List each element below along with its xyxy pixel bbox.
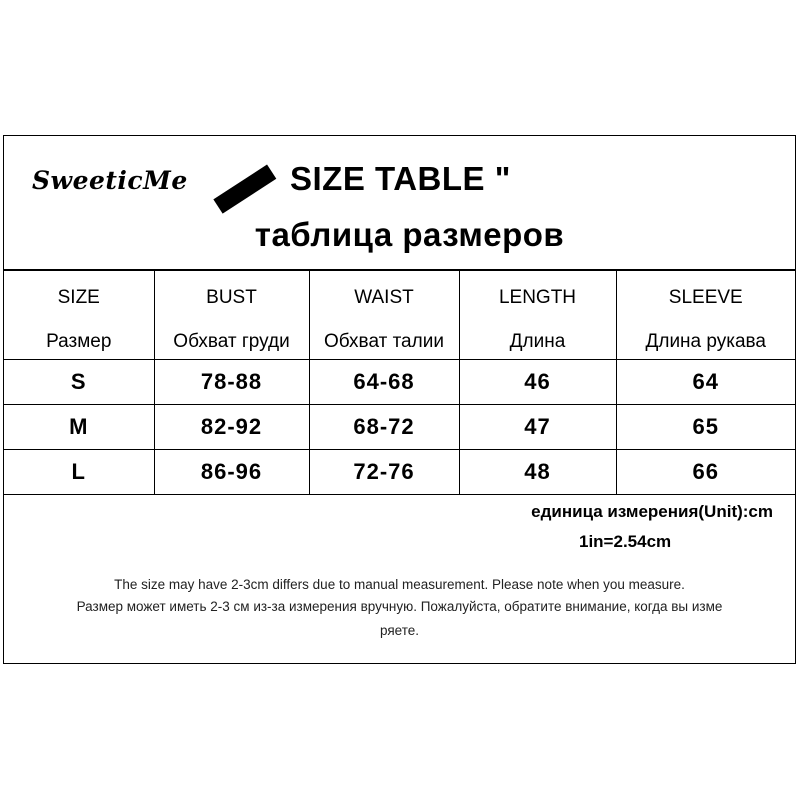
- column-header-ru: Обхват талии: [324, 331, 444, 352]
- table-cell-size: L: [4, 450, 154, 495]
- size-chart-frame: [3, 135, 796, 664]
- size-table: [4, 271, 795, 495]
- column-header-en: SIZE: [57, 287, 100, 308]
- table-cell-bust: 82-92: [154, 405, 309, 450]
- column-header-en: SLEEVE: [668, 287, 743, 308]
- table-cell-waist: 68-72: [309, 405, 459, 450]
- table-header-row: [4, 271, 795, 360]
- inch-conversion: 1in=2.54cm: [579, 532, 672, 551]
- brand-logo: SweeticMe: [32, 166, 188, 195]
- column-header-length: [459, 271, 616, 360]
- measurement-note-russian: Размер может иметь 2-3 см из-за измерения вручную. Пожалуйста, обратите внимание, когда вы изме: [76, 599, 723, 614]
- column-header-ru: Длина рукава: [645, 331, 766, 352]
- column-header-en: WAIST: [354, 287, 414, 308]
- column-header-ru: Размер: [46, 331, 112, 352]
- title-english: SIZE TABLE ": [290, 160, 511, 197]
- table-row: [4, 450, 795, 495]
- table-cell-size: M: [4, 405, 154, 450]
- column-header-en: BUST: [206, 287, 257, 308]
- table-cell-bust: 78-88: [154, 360, 309, 405]
- slash-decoration-icon: [213, 165, 276, 214]
- table-cell-length: 47: [459, 405, 616, 450]
- table-cell-sleeve: 66: [616, 450, 795, 495]
- table-cell-sleeve: 64: [616, 360, 795, 405]
- measurement-note-russian-continued: ряете.: [379, 623, 420, 638]
- table-cell-waist: 64-68: [309, 360, 459, 405]
- table-row: [4, 360, 795, 405]
- measurement-note-english: The size may have 2-3cm differs due to manual measurement. Please note when you measure.: [114, 577, 685, 592]
- table-cell-sleeve: 65: [616, 405, 795, 450]
- table-cell-size: S: [4, 360, 154, 405]
- table-row: [4, 405, 795, 450]
- size-chart-header: [4, 136, 795, 271]
- column-header-sleeve: [616, 271, 795, 360]
- column-header-ru: Обхват груди: [173, 331, 290, 352]
- table-cell-waist: 72-76: [309, 450, 459, 495]
- column-header-bust: [154, 271, 309, 360]
- table-cell-length: 48: [459, 450, 616, 495]
- column-header-size: [4, 271, 154, 360]
- table-cell-bust: 86-96: [154, 450, 309, 495]
- table-cell-length: 46: [459, 360, 616, 405]
- column-header-en: LENGTH: [498, 287, 577, 308]
- column-header-waist: [309, 271, 459, 360]
- unit-label: единица измерения(Unit):cm: [531, 502, 773, 521]
- column-header-ru: Длина: [509, 331, 566, 352]
- title-russian: таблица размеров: [254, 216, 565, 253]
